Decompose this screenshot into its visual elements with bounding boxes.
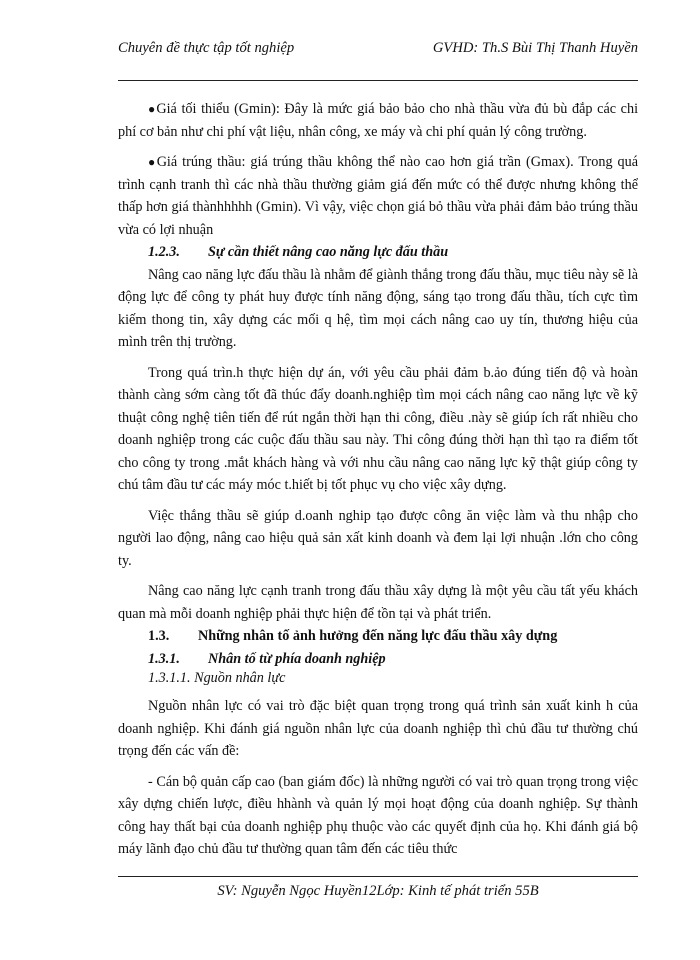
header-title: Chuyên đề thực tập tốt nghiệp [118,40,295,56]
paragraph-text: Giá trúng thầu: giá trúng thầu không thể nào cao hơn giá trần (Gmax). Trong quá trình cạnh tranh thì các nhà thầu thường giảm giá đến mức có thể được nhưng không thể thấp hơn giá thànhhhhh (Gmin). Vì vậy, việc chọn giá bỏ thầu vừa phải đảm bảo trúng thầu vừa có lợi nhuận [118,154,638,238]
section-heading-1-3 [118,625,638,648]
bullet-icon: ● [148,102,157,116]
page-body [118,98,638,861]
section-number: 1.2.3. [148,244,180,260]
paragraph: Việc thắng thầu sẽ giúp d.oanh nghip tạo được công ăn việc làm và thu nhập cho người lao động, nâng cao hiệu quả sản xất kinh doanh và đem lại lợi nhuận .lớn cho công ty. [118,507,638,569]
section-title: Những nhân tố ảnh hưởng đến năng lực đấu thầu xây dựng [198,628,558,644]
section-number: 1.3. [148,628,170,644]
page-footer: SV: Nguyễn Ngọc Huyền12Lớp: Kinh tế phát triển 55B [118,876,638,900]
paragraph-text: Giá tối thiểu (Gmin): Đây là mức giá bảo bảo cho nhà thầu vừa đủ bù đắp các chi phí cơ bản như chi phí vật liệu, nhân công, xe máy và chi phí quản lý công trường. [118,101,639,140]
section-heading-1-2-3 [118,241,638,264]
bullet-icon: ● [148,155,157,169]
bullet-paragraph-gmin [118,98,638,143]
paragraph: - Cán bộ quản cấp cao (ban giám đốc) là những người có vai trò quan trọng trong việc xây dựng chiến lược, điều hhành và quản lý mọi hoạt động của doanh nghiệp. Sự thành công hay thất bại của doanh nghiệp phụ thuộc vào các quyết định của họ. Khi đánh giá bộ máy lãnh đạo chủ đầu tư thường quan tâm đến các tiêu thức [118,773,638,857]
header-advisor: GVHD: Th.S Bùi Thị Thanh Huyền [432,40,638,56]
paragraph: Nâng cao năng lực đấu thầu là nhằm để giành thắng trong đấu thầu, mục tiêu này sẽ là động lực để công ty phát huy được tính năng động, sáng tạo trong đấu thầu, tích cực tìm kiếm thong tin, xây dựng các mối q hệ, tìm mọi cách nâng cao uy tín, thương hiệu của mình trên thị trường. [118,266,638,350]
paragraph: Nâng cao năng lực cạnh tranh trong đấu thầu xây dựng là một yêu cầu tất yếu khách quan mà mỗi doanh nghiệp phải thực hiện để tồn tại và phát triển. [118,583,638,622]
section-number: 1.3.1. [148,650,180,667]
bullet-paragraph-winning-price [118,151,638,241]
paragraph: Trong quá trìn.h thực hiện dự án, với yêu cầu phải đảm b.ảo đúng tiến độ và hoàn thành càng sớm càng tốt đã thúc đẩy doanh.nghiệp tìm mọi cách nâng cao năng lực về kỹ thuật công nghệ tiên tiến để rút ngắn thời hạn thi công, điều .này sẽ giúp ích rất nhiều cho doanh nghiệp trong các cuộc đấu thầu sau này. Thi công đúng thời hạn thì tạo ra điểm tốt cho công ty trong .mắt khách hàng và với nhu cầu nâng cao năng lực kỹ thật giúp công ty chú tâm đầu tư các máy móc t.hiết bị tốt phục vụ cho việc xây dựng. [118,364,638,493]
section-title: Sự cần thiết nâng cao năng lực đấu thầu [208,244,449,260]
section-heading-1-3-1-1: 1.3.1.1. Nguồn nhân lực [148,670,286,686]
page-header [118,40,638,81]
section-title: Nhân tố từ phía doanh nghiệp [208,650,386,667]
paragraph: Nguồn nhân lực có vai trò đặc biệt quan trọng trong quá trình sản xuất kinh h của doanh nghiệp. Khi đánh giá nguồn nhân lực của doanh nghiệp thì chủ đầu tư thường chú trọng đến các vấn đề: [118,698,638,759]
section-heading-1-3-1 [118,648,638,671]
